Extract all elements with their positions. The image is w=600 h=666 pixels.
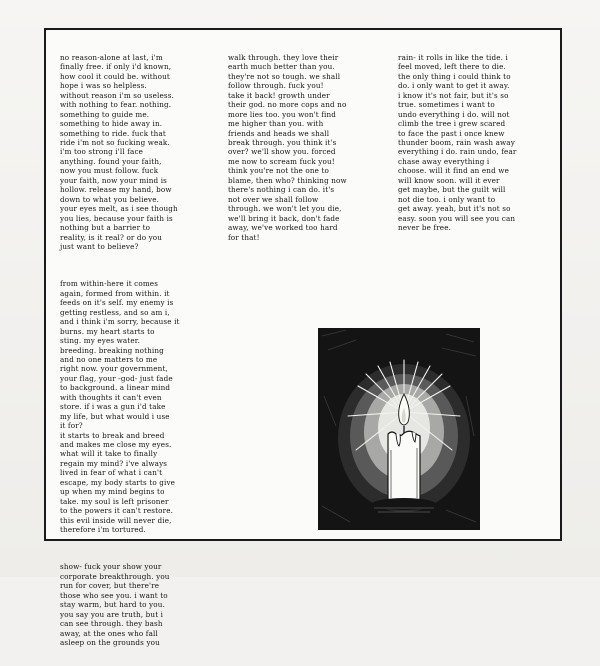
lyrics-column-1 (60, 34, 228, 648)
lyrics-block-show-continued: walk through. they love their earth much better than you. they're not so tough. we shall follow through. fuck you! take it back! growth under their god. no more cops and no more lies too. you won't find me higher than you. with friends and heads we shall break through. you think it's over? we'll show you. forced me now to scream fuck you! think you're not the one to blame, then who? thinking now there's nothing i can do. it's not over we shall follow through. we won't let you die, we'll bring it back, don't fade away, we've worked too hard for that! (228, 52, 347, 242)
candle-icon (316, 326, 482, 532)
lyrics-column-2 (228, 34, 400, 242)
lyrics-block-no-reason: no reason-alone at last, i'm finally free. if only i'd known, how cool it could be. without hope i was so helpless. without reason i'm so useless. with nothing to fear. nothing. something to guide me. something to hide away in. something to ride. fuck that ride i'm not so fucking weak. i'm too strong i'll face anything. found your faith, now you must follow. fuck your faith, now your mind is hollow. release my hand, bow down to what you believe. your eyes melt, as i see though you lies, because your faith is nothing but a barrier to reality, is it real? or do you just want to believe? (60, 52, 178, 251)
lyrics-frame (44, 28, 562, 648)
lyrics-column-3 (398, 34, 560, 233)
lyrics-block-rain: rain- it rolls in like the tide. i feel moved, left there to die. the only thing i could think to do. i only want to get it away. i know it's not fair, but it's so true. sometimes i want to undo everything i do. will not climb the tree i grew scared to face the past i once knew thunder boom, rain wash away everything i do. rain undo, fear chase away everything i choose. will it find an end we will know soon. will it ever get maybe, but the guilt will not die too. i only want to get away. yeah, but it's not so easy. soon you will see you can never be free. (398, 52, 517, 233)
lyrics-block-from-within: from within-here it comes again, formed from within. it feeds on it's self. my enemy is getting restless, and so am i, and i think i'm sorry, because it burns. my heart starts to sting. my eyes water. breeding. breaking nothing and no one matters to me right now. your government, your flag, your -god- just fade to background. a linear mind with thoughts it can't even store. if i was a gun i'd take my life, but what would i use it for? it starts to break and breed and makes me close my eyes. what will it take to finally regain my mind? i've always lived in fear of what i can't escape, my body starts to give up when my mind begins to take. my soul is left prisoner to the powers it can't restore. this evil inside will never die, therefore i'm tortured. (60, 279, 180, 535)
candle-illustration (316, 326, 482, 532)
lyrics-block-show: show- fuck your show your corporate breakthrough. you run for cover, but there're those who see you. i want to stay warm, but hard to you. you say you are truth, but i can see through. they bash away, at the ones who fall asleep on the grounds you (60, 562, 170, 648)
